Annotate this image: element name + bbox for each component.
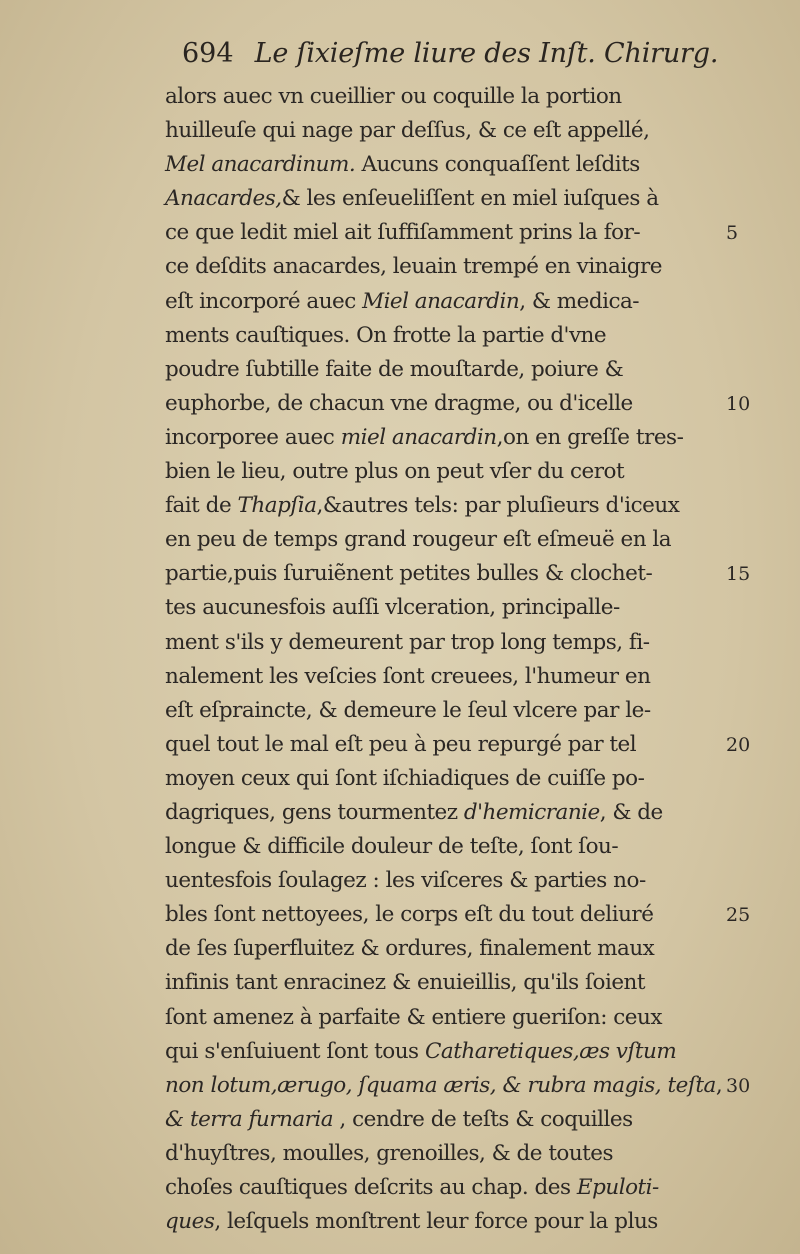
text-line — [165, 1103, 737, 1137]
text-segment: , — [715, 1072, 723, 1098]
text-segment: uentesfois ſoulagez : les viſceres & parties no- — [165, 868, 646, 894]
italic-text: Anacardes, — [165, 186, 282, 212]
text-segment: bles ſont nettoyees, le corps eſt du tout deliuré — [165, 902, 654, 928]
text-segment: eſt eſpraincte, & demeure le ſeul vlcere par le- — [165, 697, 651, 723]
text-segment: alors auec vn cueillier ou coquille la portion — [165, 84, 622, 109]
text-segment: & les enſeueliſſent en miel iuſques à — [281, 186, 659, 212]
text-segment: , & de — [599, 799, 663, 825]
italic-text: Epuloti- — [576, 1175, 659, 1200]
text-segment: , cendre de teſts & coquilles — [333, 1106, 633, 1132]
text-line — [165, 660, 737, 694]
text-line — [165, 80, 737, 114]
text-line — [165, 1001, 737, 1035]
text-line — [165, 694, 737, 728]
text-segment: poudre ſubtille faite de mouſtarde, poiure & — [165, 356, 624, 382]
text-segment: ment s'ils y demeurent par trop long temps, fi- — [165, 629, 650, 655]
text-segment: en peu de temps grand rougeur eſt eſmeuë en la — [165, 527, 672, 553]
margin-line-number: 20 — [726, 734, 751, 756]
text-line — [165, 1171, 737, 1205]
running-title: Le ſixieſme liure des Inſt. Chirurg. — [254, 38, 719, 69]
text-line — [165, 796, 737, 830]
margin-line-number: 10 — [726, 393, 751, 415]
text-segment: ce deſdits anacardes, leuain trempé en vinaigre — [165, 254, 662, 280]
text-line — [165, 932, 737, 966]
text-line — [165, 489, 737, 523]
text-segment: de ſes ſuperfluitez & ordures, finalement maux — [165, 936, 655, 962]
text-line — [165, 864, 737, 898]
text-line — [165, 1035, 737, 1069]
text-line — [165, 182, 737, 216]
text-segment: fait de — [165, 493, 238, 519]
text-line — [165, 966, 737, 1000]
text-line — [165, 216, 737, 250]
text-segment: partie,puis ſuruiẽnent petites bulles & clochet- — [165, 561, 653, 587]
italic-text: Miel anacardin — [362, 288, 520, 314]
text-line — [165, 148, 737, 182]
text-line — [165, 1069, 737, 1103]
text-segment: d'huyſtres, moulles, grenoilles, & de toutes — [165, 1140, 614, 1166]
text-segment: eſt incorporé auec — [165, 288, 363, 314]
text-line — [165, 353, 737, 387]
text-line — [165, 1205, 737, 1239]
text-segment: choſes cauſtiques deſcrits au chap. des — [165, 1175, 577, 1200]
text-segment: Aucuns conquaſſent leſdits — [355, 152, 640, 178]
text-line — [165, 285, 737, 319]
text-segment: qui s'enſuiuent ſont tous — [165, 1038, 425, 1064]
margin-line-number: 5 — [726, 222, 739, 244]
page-number: 694 — [182, 38, 234, 69]
text-line — [165, 523, 737, 557]
text-segment: ments cauſtiques. On frotte la partie d'vne — [165, 322, 607, 348]
italic-text: miel anacardin — [340, 424, 497, 450]
text-segment: moyen ceux qui ſont iſchiadiques de cuiſſe po- — [165, 765, 645, 791]
page-header — [182, 38, 722, 82]
text-line — [165, 557, 737, 591]
text-line — [165, 728, 737, 762]
text-segment: infinis tant enracinez & enuieillis, qu'ils ſoient — [165, 970, 646, 996]
margin-line-number: 25 — [726, 904, 751, 926]
text-segment: bien le lieu, outre plus on peut vſer du cerot — [165, 459, 625, 485]
text-segment: incorporee auec — [165, 424, 341, 450]
text-segment: longue & difficile douleur de teſte, ſont ſou- — [165, 834, 619, 860]
text-segment: ,&autres tels: par pluſieurs d'iceux — [316, 493, 680, 519]
text-segment: quel tout le mal eſt peu à peu repurgé par tel — [165, 731, 637, 757]
text-line — [165, 591, 737, 625]
text-line — [165, 455, 737, 489]
italic-text: non lotum,ærugo, ſquama æris, & rubra magis, teſta — [165, 1072, 716, 1098]
text-segment: dagriques, gens tourmentez — [165, 799, 464, 825]
text-line — [165, 1137, 737, 1171]
body-text — [165, 80, 737, 1239]
italic-text: ques — [165, 1209, 215, 1235]
text-segment: ſont amenez à parfaite & entiere gueriſon: ceux — [165, 1004, 662, 1030]
italic-text: Mel anacardinum. — [165, 152, 356, 178]
text-line — [165, 421, 737, 455]
italic-text: Catharetiques,æs vſtum — [424, 1038, 677, 1064]
text-segment: ce que ledit miel ait ſuffiſamment prins la for- — [165, 220, 641, 246]
text-line — [165, 114, 737, 148]
text-line — [165, 250, 737, 284]
text-segment: tes aucunesfois auſſi vlceration, principalle- — [165, 595, 620, 621]
text-segment: huilleuſe qui nage par deſſus, & ce eſt appellé, — [165, 118, 650, 144]
text-line — [165, 387, 737, 421]
italic-text: d'hemicranie — [463, 799, 600, 825]
text-line — [165, 319, 737, 353]
text-segment: , leſquels monſtrent leur force pour la plus — [214, 1209, 658, 1235]
text-line — [165, 830, 737, 864]
italic-text: & terra furnaria — [165, 1106, 334, 1132]
text-line — [165, 626, 737, 660]
text-segment: , & medica- — [519, 288, 640, 314]
margin-line-number: 30 — [726, 1075, 751, 1097]
text-line — [165, 898, 737, 932]
text-segment: ,on en greſſe tres- — [496, 424, 684, 450]
italic-text: Thapſia — [237, 493, 317, 519]
margin-line-number: 15 — [726, 563, 751, 585]
text-segment: euphorbe, de chacun vne dragme, ou d'icelle — [165, 390, 633, 416]
text-line — [165, 762, 737, 796]
text-segment: nalement les veſcies ſont creuees, l'humeur en — [165, 663, 651, 689]
